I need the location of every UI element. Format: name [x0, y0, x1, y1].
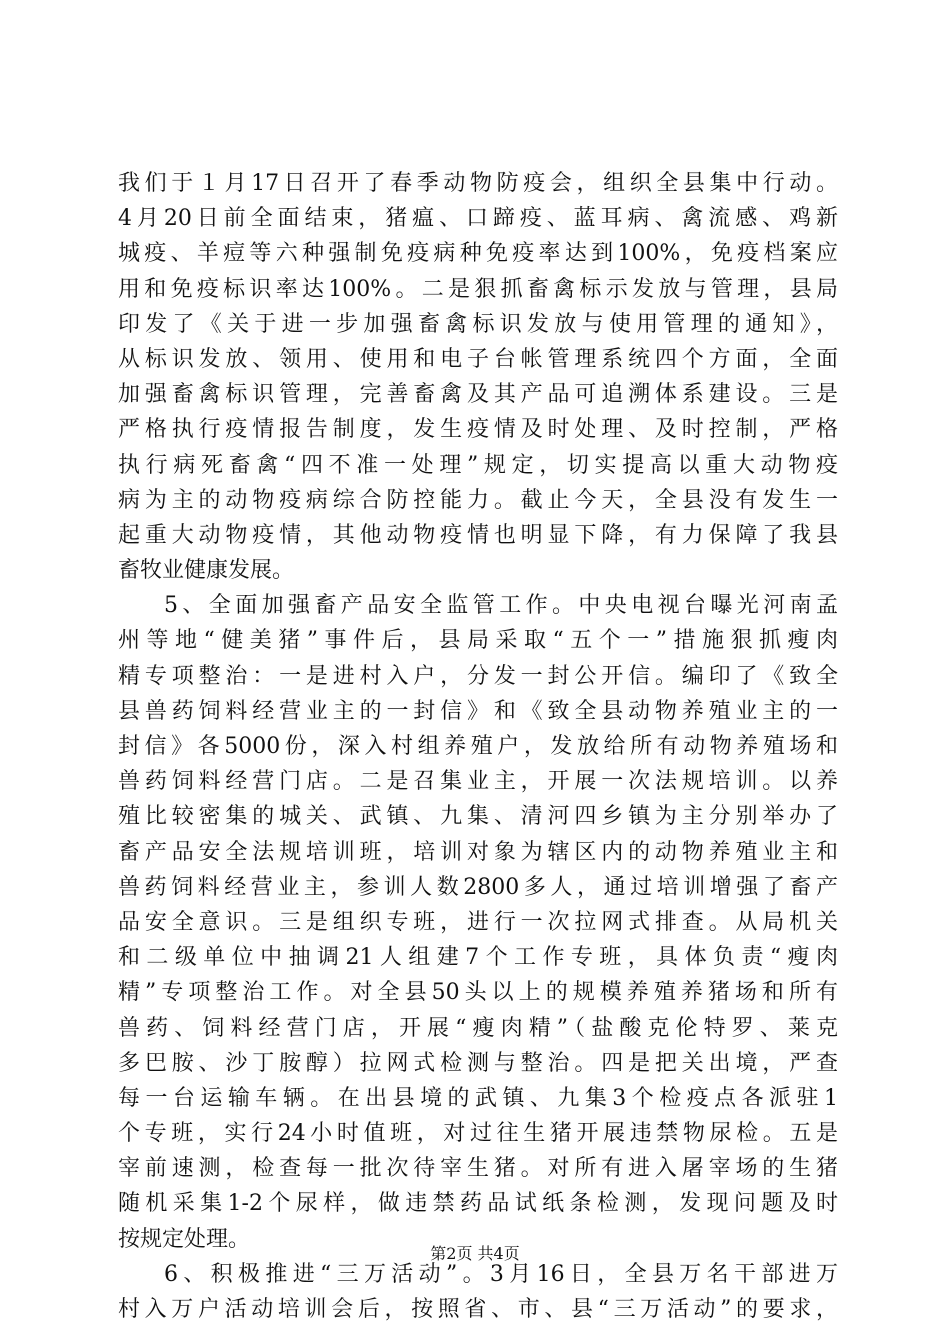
text-line: 和二级单位中抽调21人组建7个工作专班，具体负责“瘦肉: [118, 945, 838, 971]
text-line: 多巴胺、沙丁胺醇）拉网式检测与整治。四是把关出境，严查: [118, 1050, 838, 1076]
paragraph-item-6-three-ten-thousand: [118, 1257, 838, 1327]
text-line: 宰前速测，检查每一批次待宰生猪。对所有进入屠宰场的生猪: [118, 1156, 838, 1182]
text-line: 起重大动物疫情，其他动物疫情也明显下降，有力保障了我县: [118, 522, 838, 548]
text-line: 严格执行疫情报告制度，发生疫情及时处理、及时控制，严格: [118, 417, 838, 443]
text-line: 兽药饲料经营门店。二是召集业主，开展一次法规培训。以养: [118, 769, 838, 795]
document-body: [118, 166, 838, 1327]
text-line: 封信》各5000份，深入村组养殖户，发放给所有动物养殖场和: [118, 734, 838, 759]
text-line: 县兽药饲料经营业主的一封信》和《致全县动物养殖业主的一: [118, 698, 838, 724]
text-line: 印发了《关于进一步加强畜禽标识发放与使用管理的通知》，: [118, 311, 838, 337]
text-line: 病为主的动物疫病综合防控能力。截止今天，全县没有发生一: [118, 487, 838, 513]
paragraph-epidemic-prevention: [118, 166, 838, 588]
text-line: 每一台运输车辆。在出县境的武镇、九集3个检疫点各派驻1: [118, 1085, 838, 1111]
text-line: 城疫、羊痘等六种强制免疫病种免疫率达到100%，免疫档案应: [118, 241, 838, 267]
text-line: 州等地“健美猪”事件后，县局采取“五个一”措施狠抓瘦肉: [118, 628, 838, 654]
text-line: 精专项整治：一是进村入户，分发一封公开信。编印了《致全: [118, 663, 838, 689]
text-line: 按规定处理。: [118, 1226, 251, 1252]
page-number-footer: 第2页 共4页: [430, 1244, 520, 1263]
text-line: 村入万户活动培训会后，按照省、市、县“三万活动”的要求，: [118, 1297, 838, 1322]
text-line: 殖比较密集的城关、武镇、九集、清河四乡镇为主分别举办了: [118, 804, 838, 830]
text-line: 精”专项整治工作。对全县50头以上的规模养殖养猪场和所有: [118, 980, 838, 1006]
text-line: 用和免疫标识率达100%。二是狠抓畜禽标示发放与管理，县局: [118, 276, 838, 302]
text-line: 我们于１月17日召开了春季动物防疫会，组织全县集中行动。: [118, 171, 838, 196]
paragraph-item-5-product-safety: [118, 588, 838, 1257]
text-line: 兽药、饲料经营门店，开展“瘦肉精”（盐酸克伦特罗、莱克: [118, 1015, 838, 1041]
text-line: 执行病死畜禽“四不准一处理”规定，切实提高以重大动物疫: [118, 452, 838, 478]
text-line: 随机采集1-2个尿样，做违禁药品试纸条检测，发现问题及时: [118, 1191, 838, 1217]
text-line: 4月20日前全面结束，猪瘟、口蹄疫、蓝耳病、禽流感、鸡新: [118, 206, 838, 232]
text-line: 畜产品安全法规培训班，培训对象为辖区内的动物养殖业主和: [118, 839, 838, 865]
text-line: 6、积极推进“三万活动”。3月16日，全县万名干部进万: [164, 1261, 838, 1287]
text-line: 5、全面加强畜产品安全监管工作。中央电视台曝光河南孟: [164, 593, 838, 619]
text-line: 个专班，实行24小时值班，对过往生猪开展违禁物尿检。五是: [118, 1121, 838, 1147]
text-line: 品安全意识。三是组织专班，进行一次拉网式排查。从局机关: [118, 909, 838, 935]
text-line: 畜牧业健康发展。: [118, 558, 295, 584]
text-line: 兽药饲料经营业主，参训人数2800多人，通过培训增强了畜产: [118, 874, 838, 900]
text-line: 从标识发放、领用、使用和电子台帐管理系统四个方面，全面: [118, 346, 838, 372]
text-line: 加强畜禽标识管理，完善畜禽及其产品可追溯体系建设。三是: [118, 382, 838, 408]
